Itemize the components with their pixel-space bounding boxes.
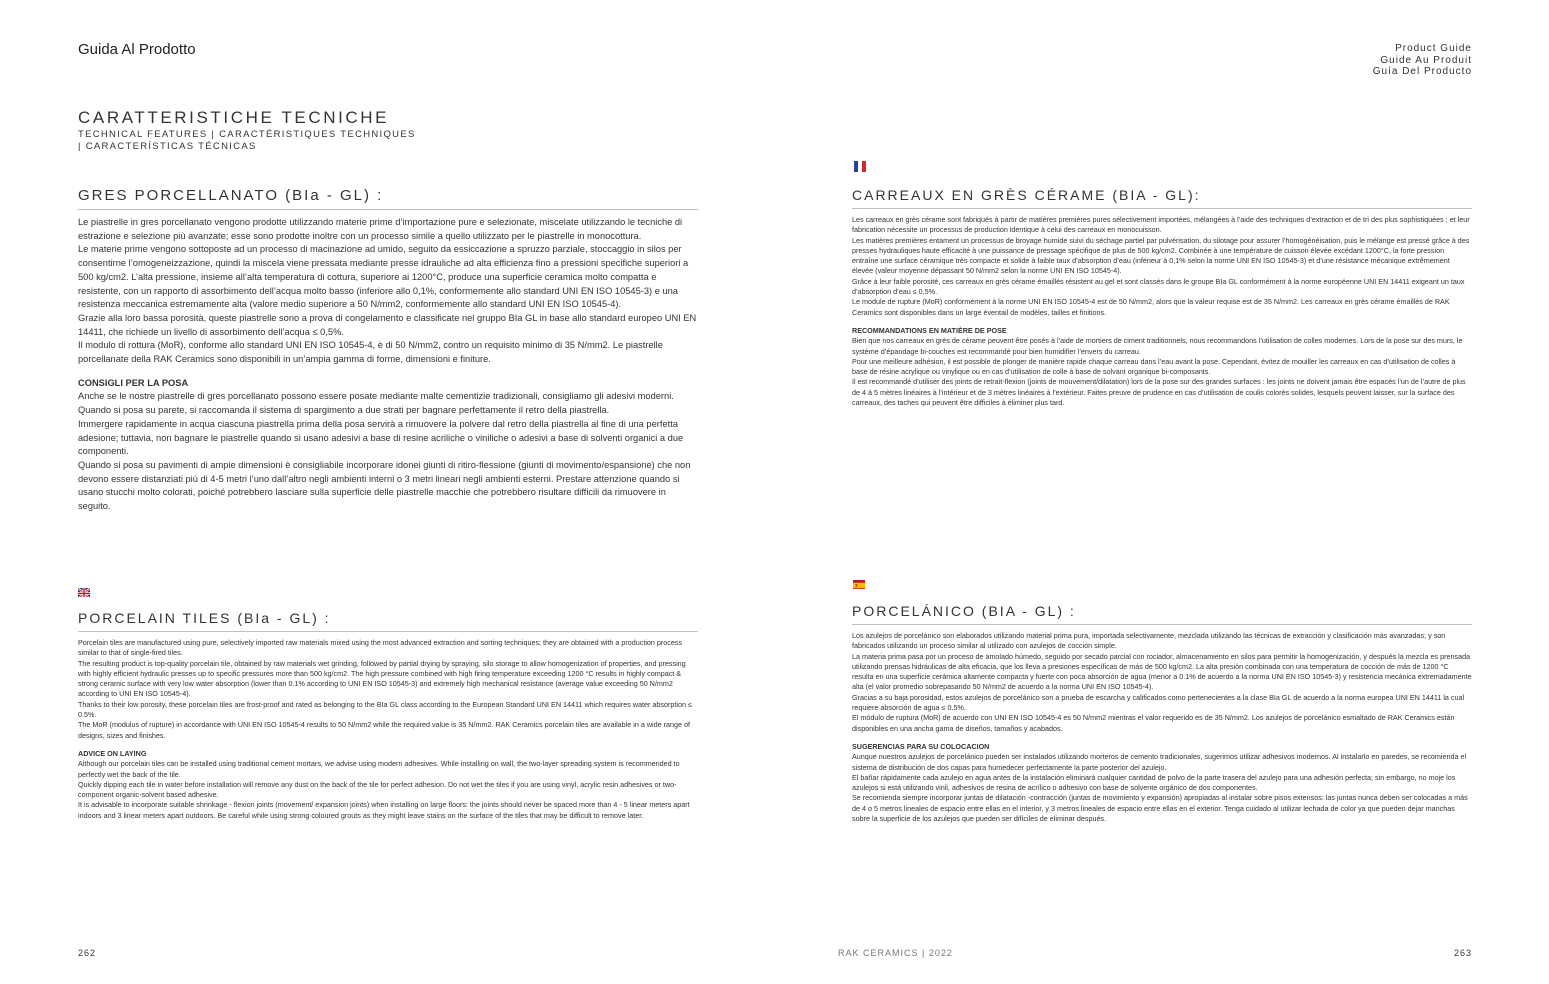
advice-heading: ADVICE ON LAYING (78, 748, 147, 758)
paragraph: Les carreaux en grès cérame sont fabriqués à partir de matières premières pures sélectivement importées, mélangées à l’aide des techniques d’extraction et de tri des plus sophistiquées ; et leur fabrication nécessite un processus de production identique à celui des carreaux en monocuisson. (852, 215, 1470, 235)
paragraph: Quando si posa su pavimenti di ampie dimensioni è consigliabile incorporare idonei giunti di ritiro-flessione (giunti di movimento/espansione) che non devono essere distanziati più di 4-5 metri l’uno dall’altro negli ambienti interni o 3 metri lineari negli ambienti esterni. Prestare attenzione quando si usano stucchi molto colorati, poiché potrebbero lasciare sulla superficie delle piastrelle macchie che potrebbero risultare difficili da rimuovere in seguito. (78, 459, 691, 512)
advice-heading: SUGERENCIAS PARA SU COLOCACION (852, 741, 990, 751)
section-body (78, 216, 698, 514)
paragraph: Anche se le nostre piastrelle di gres porcellanato possono essere posate mediante malte cementizie tradizionali, consigliamo gli adesivi moderni. Quando si posa su parete, si raccomanda il sistema di spargimento a due strati per bagnare perfettamente il retro della piastrella. (78, 391, 674, 416)
paragraph: Les matières premières entament un processus de broyage humide suivi du séchage partiel par pulvérisation, du silotage pour assurer l’homogénéisation, puis le mélange est pressé grâce à des presses hydrauliques haute efficacité à une puissance de pressage spécifique de plus de 500 kg/cm2. Combinée à une température de cuisson élevée excédant 1200°C, la forte pression entraîne une surface céramique très compacte et solide à faible taux d’absorption d’eau (inférieur à 0,1% selon la norme UNI EN ISO 10545-3) et d’une résistance mécanique extrêmement élevée (valeur moyenne dépassant 50 N/mm2 selon la norme UNI EN ISO 10545-4). (852, 235, 1470, 276)
advice-heading: RECOMMANDATIONS EN MATIÈRE DE POSE (852, 325, 1007, 335)
uk-flag-icon (78, 586, 90, 597)
page-number-left: 262 (78, 948, 97, 958)
paragraph: Quickly dipping each tile in water before installation will remove any dust on the back of the tile for perfect adhesion. Do not wet the tiles if you are using vinyl, acrylic resin adhesives or two-component organic-solvent based adhesive. (78, 779, 677, 800)
section-body (78, 638, 698, 821)
guide-title-spanish: Guía Del Producto (1372, 66, 1472, 77)
page-subtitle: TECHNICAL FEATURES | CARACTÉRISTIQUES TECHNIQUES | CARACTERÍSTICAS TÉCNICAS (78, 129, 416, 152)
paragraph: Porcelain tiles are manufactured using pure, selectively imported raw materials mixed using the most advanced extraction and sorting techniques; they are obtained with a production process similar to that of single-fired tiles. (78, 638, 683, 658)
paragraph: El bañar rápidamente cada azulejo en agua antes de la instalación eliminará cualquier cantidad de polvo de la parte trasera del azulejo para una adhesión perfecta; sin embargo, no moje los azulejos si está utilizando vinil, adhesivos de resina de acrílico o adhesivo con base de solvente orgánico de dos componentes. (852, 772, 1456, 793)
paragraph: Il est recommandé d’utiliser des joints de retrait-flexion (joints de mouvement/dilatation) lors de la pose sur des grandes surfaces : les joints ne doivent jamais être espacés l’un de l’autre de plus de 4 à 5 mètres linéaires à l’intérieur et de 3 mètres linéaires à l’extérieur. Faites preuve de prudence en cas d’utilisation de coulis colorés solides, lesquels peuvent laisser, sur la surface des carreaux, des taches qui peuvent être difficiles à éliminer plus tard. (852, 377, 1466, 408)
paragraph: Aunque nuestros azulejos de porcelánico pueden ser instalados utilizando morteros de cemento tradicionales, sugerimos utilizar adhesivos modernos. Al instalarlo en paredes, se recomienda el sistema de distribución de dos capas para humedecer perfectamente la parte posterior del azulejo. (852, 752, 1467, 772)
paragraph: Se recomienda siempre incorporar juntas de dilatación -contracción (juntas de movimiento y expansión) apropiadas al instalar sobre pisos extensos: las juntas nunca deben ser colocadas a más de 4 o 5 metros lineales de espacio entre ellas en el interior, y 3 metros lineales de espacio entre ellas en el exterior. Tenga cuidado al utilizar lechada de color ya que pueden dejar manchas sobre la superficie de los azulejos que pueden ser difíciles de eliminar después. (852, 793, 1468, 824)
guide-title-italian: Guida Al Prodotto (78, 41, 196, 58)
section-heading: CARREAUX EN GRÈS CÉRAME (BIA - GL): (852, 187, 1472, 209)
paragraph: La materia prima pasa por un proceso de amolado húmedo, seguido por secado parcial con rociador, almacenamiento en silos para permitir la homogenización, y después la mezcla es prensada utilizando prensas hidráulicas de alta eficacia, que los lleva a presiones específicas de más de 500 kg/cm2. La alta presión combinada con una temperatura de cocción de más de 1200 °C resulta en una superficie cerámica altamente compacta y fuerte con poca absorción de agua (menor a 0.1% de acuerdo a la norma UNI EN ISO 10545-3) y resistencia mecánica extremadamente alta (el valor promedio sobrepasando 50 N/mm2 de acuerdo a la norma UNI EN ISO 10545-4). (852, 651, 1472, 692)
spain-flag-icon (853, 578, 865, 589)
footer-brand: RAK CERAMICS | 2022 (838, 948, 953, 958)
paragraph: Bien que nos carreaux en grès de cérame peuvent être posés à l’aide de mortiers de ciment traditionnels, nous recommandons l’utilisation de colles modernes. Lors de la pose sur des murs, le système d’épandage bi-couches est recommandé pour bien humidifier l’envers du carreau. (852, 336, 1463, 356)
paragraph: Le module de rupture (MoR) conformément à la norme UNI EN ISO 10545-4 est de 50 N/mm2, alors que la valeur requise est de 35 N/mm2. Les carreaux en grès cérame émaillés de RAK Ceramics sont disponibles dans un large éventail de modèles, tailles et finitions. (852, 297, 1450, 317)
section-italian (78, 187, 698, 514)
paragraph: Immergere rapidamente in acqua ciascuna piastrella prima della posa servirà a rimuovere la polvere dal retro della piastrella al fine di una perfetta adesione; tuttavia, non bagnare le piastrelle quando si usano adesivi a base di resine acriliche o viniliche o adesivi a base di solventi organici a due componenti. (78, 418, 684, 457)
guide-titles-other-languages (1373, 43, 1472, 78)
page-title: CARATTERISTICHE TECNICHE (78, 108, 390, 127)
section-heading: PORCELAIN TILES (BIa - GL) : (78, 610, 698, 632)
paragraph: The resulting product is top-quality porcelain tile, obtained by raw materials wet grinding, followed by partial drying by spraying, silo storage to allow homogenization of properties, and pressing with highly efficient hydraulic presses up to specific pressures more than 500 kg/cm2. The high pressure combined with high firing temperature exceeding 1200 °C results in highly compact & strong ceramic surface with very low water absorption (lower than 0.1% according to UNI EN ISO 10545-3) and extremely high mechanical resistance (average value exceeding 50 N/mm2 according to UNI EN ISO 10545-4). (78, 658, 686, 699)
page-number-right: 263 (1453, 948, 1472, 958)
section-french (852, 187, 1472, 408)
paragraph: Although our porcelain tiles can be installed using traditional cement mortars, we advise using modern adhesives. While installing on wall, the two-layer spreading system is recommended to perfectly wet the back of the tile. (78, 759, 680, 779)
paragraph: Grazie alla loro bassa porosità, queste piastrelle sono a prova di congelamento e classificate nel gruppo BIa GL in base allo standard europeo UNI EN 14411, che richiede un livello di assorbimento dell’acqua ≤ 0,5%. (78, 312, 697, 337)
paragraph: Le materie prime vengono sottoposte ad un processo di macinazione ad umido, seguito da essiccazione a spruzzo parziale, stoccaggio in silos per consentirne l’omogeneizzazione, quindi la miscela viene pressata mediante presse idrauliche ad alta efficienza fino a pressioni specifiche superiori a 500 kg/cm2. L’alta pressione, insieme all’alta temperatura di cottura, superiore ai 1200°C, produce una superficie ceramica molto compatta e resistente, con un rapporto di assorbimento dell’acqua molto basso (inferiore allo 0,1%, conformemente allo standard UNI EN ISO 10545-3) e una resistenza meccanica estremamente alta (valore medio superiore a 50 N/mm2, conformemente allo standard UNI EN ISO 10545-4). (78, 244, 689, 310)
section-spanish (852, 603, 1472, 824)
section-body (852, 631, 1472, 824)
france-flag-icon (854, 161, 866, 172)
advice-heading: CONSIGLI PER LA POSA (78, 377, 189, 388)
paragraph: The MoR (modulus of rupture) in accordance with UNI EN ISO 10545-4 results to 50 N/mm2 while the required value is 35 N/mm2. RAK Ceramics porcelain tiles are available in a wide range of designs, sizes and finishes. (78, 720, 691, 740)
section-english (78, 610, 698, 821)
flag-stripe-red (862, 161, 866, 172)
paragraph: Thanks to their low porosity, these porcelain tiles are frost-proof and rated as belonging to the BIa GL class according to the European Standard UNI EN 14411 which requires water absorption ≤ 0.5%. (78, 699, 692, 720)
section-body (852, 215, 1472, 408)
paragraph: Pour une meilleure adhésion, il est possible de plonger de manière rapide chaque carreau dans l’eau avant la pose. Cependant, évitez de mouiller les carreaux en cas d’utilisation de colles à base de résine acrylique ou vinylique ou en cas d’utilisation de colle à base de solvant organique bi-composants. (852, 356, 1456, 377)
section-heading: PORCELÁNICO (BIA - GL) : (852, 603, 1472, 625)
paragraph: It is advisable to incorporate suitable shrinkage - flexion joints (movement/ expansion joints) when installing on large floors: the joints should never be spaced more than 4 - 5 linear meters apart indoors and 3 linear meters apart outdoors. Be careful while using strong coloured grouts as they might leave stains on the surface of the tiles that may be difficult to remove later. (78, 800, 690, 820)
section-heading: GRES PORCELLANATO (BIa - GL) : (78, 187, 698, 210)
paragraph: Los azulejos de porcelánico son elaborados utilizando material prima pura, importada selectivamente, mezclada utilizando las técnicas de extracción y clasificación más avanzadas; y son fabricados utilizando un proceso similar al utilizado con azulejos de cocción simple. (852, 631, 1446, 651)
paragraph: Le piastrelle in gres porcellanato vengono prodotte utilizzando materie prime d’importazione pure e selezionate, miscelate utilizzando le tecniche di estrazione e selezione più avanzate; esse sono prodotte inoltre con un processo simile a quello utilizzato per le piastrelle in monocottura. (78, 217, 683, 241)
paragraph: Il modulo di rottura (MoR), conforme allo standard UNI EN ISO 10545-4, è di 50 N/mm2, contro un requisito minimo di 35 N/mm2. Le piastrelle porcellanate della RAK Ceramics sono disponibili in un’ampia gamma di forme, dimensioni e finiture. (78, 340, 663, 365)
guide-title-english: Product Guide (1395, 43, 1472, 54)
paragraph: El módulo de ruptura (MoR) de acuerdo con UNI EN ISO 10545-4 es 50 N/mm2 mientras el valor requerido es de 35 N/mm2. Los azulejos de porcelánico esmaltado de RAK Ceramics están disponibles en una ancha gama de diseños, tamaños y acabados. (852, 713, 1455, 733)
paragraph: Gracias a su baja porosidad, estos azulejos de porcelánico son a prueba de escarcha y calificados como pertenecientes a la clase BIa GL de acuerdo a la norma europea UNI EN 14411 la cual requiere absorción de agua ≤ 0.5%. (852, 692, 1465, 713)
paragraph: Grâce à leur faible porosité, ces carreaux en grès cérame émaillés résistent au gel et sont classés dans le groupe BIa GL conformément à la norme européenne UNI EN 14411 exigeant un taux d’absorption d’eau ≤ 0,5%. (852, 276, 1465, 297)
guide-title-french: Guide Au Produit (1380, 54, 1472, 66)
